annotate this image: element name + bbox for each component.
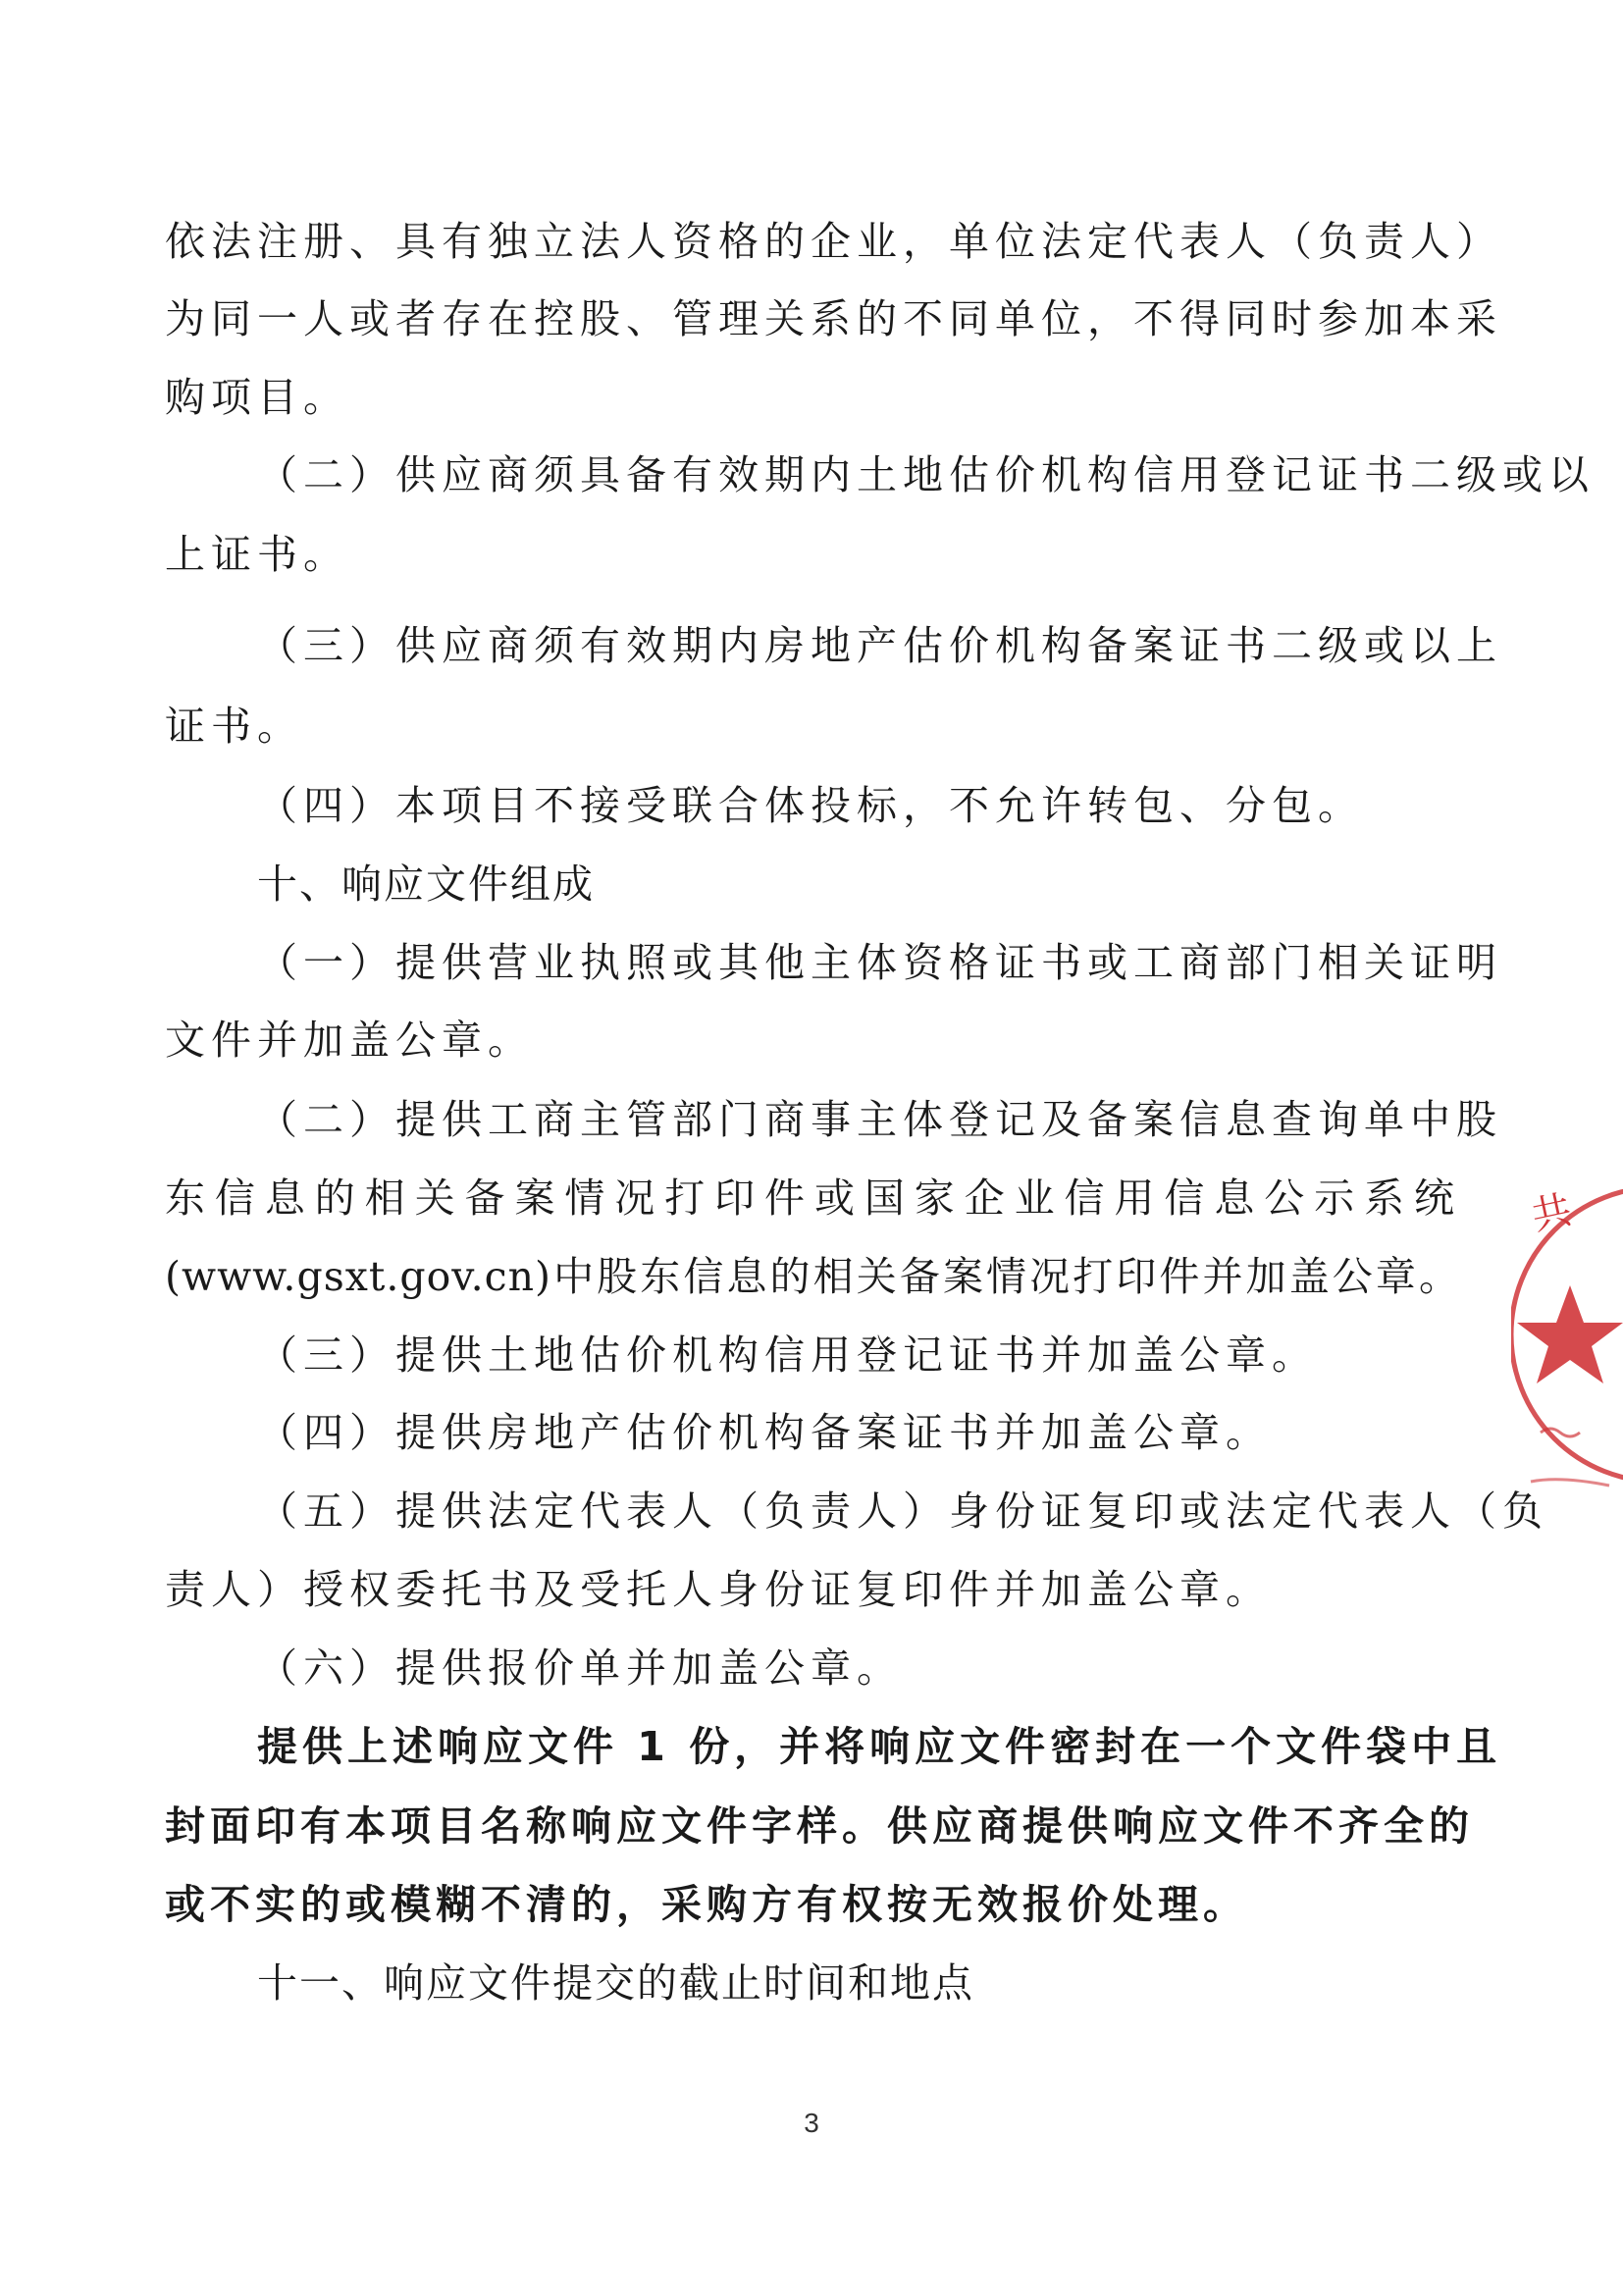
text-line: （六）提供报价单并加盖公章。 <box>257 1644 903 1692</box>
text-line: （五）提供法定代表人（负责人）身份证复印或法定代表人（负 <box>257 1487 1548 1535</box>
official-seal-stamp <box>1511 1158 1623 1511</box>
bold-text-line: 封面印有本项目名称响应文件字样。供应商提供响应文件不齐全的 <box>165 1802 1474 1850</box>
page-number: 3 <box>804 2108 819 2138</box>
text-line: （四）本项目不接受联合体投标，不允许转包、分包。 <box>257 782 1364 829</box>
text-line: （四）提供房地产估价机构备案证书并加盖公章。 <box>257 1409 1272 1456</box>
bold-text-line: 或不实的或模糊不清的，采购方有权按无效报价处理。 <box>165 1881 1248 1928</box>
bold-text-line: 提供上述响应文件 1 份，并将响应文件密封在一个文件袋中且 <box>257 1723 1502 1770</box>
text-line: （三）供应商须有效期内房地产估价机构备案证书二级或以上 <box>257 622 1502 669</box>
text-line: （一）提供营业执照或其他主体资格证书或工商部门相关证明 <box>257 939 1502 986</box>
text-line: 证书。 <box>165 703 303 750</box>
text-line: 责人）授权委托书及受托人身份证复印件并加盖公章。 <box>165 1566 1272 1613</box>
text-line: 上证书。 <box>165 531 349 578</box>
text-line: 依法注册、具有独立法人资格的企业，单位法定代表人（负责人） <box>165 218 1502 265</box>
text-line: （二）供应商须具备有效期内土地估价机构信用登记证书二级或以 <box>257 451 1595 498</box>
section-heading: 十一、响应文件提交的截止时间和地点 <box>257 1959 974 2007</box>
text-line: (www.gsxt.gov.cn)中股东信息的相关备案情况打印件并加盖公章。 <box>165 1253 1460 1300</box>
text-line: （二）提供工商主管部门商事主体登记及备案信息查询单中股 <box>257 1096 1502 1143</box>
text-line: 东信息的相关备案情况打印件或国家企业信用信息公示系统 <box>165 1174 1460 1222</box>
stamp-char: 共 <box>1527 1186 1576 1240</box>
section-heading: 十、响应文件组成 <box>257 861 595 908</box>
text-line: 文件并加盖公章。 <box>165 1017 534 1064</box>
text-line: （三）提供土地估价机构信用登记证书并加盖公章。 <box>257 1331 1318 1379</box>
text-line: 为同一人或者存在控股、管理关系的不同单位，不得同时参加本采 <box>165 295 1502 342</box>
text-line: 购项目。 <box>165 374 349 421</box>
